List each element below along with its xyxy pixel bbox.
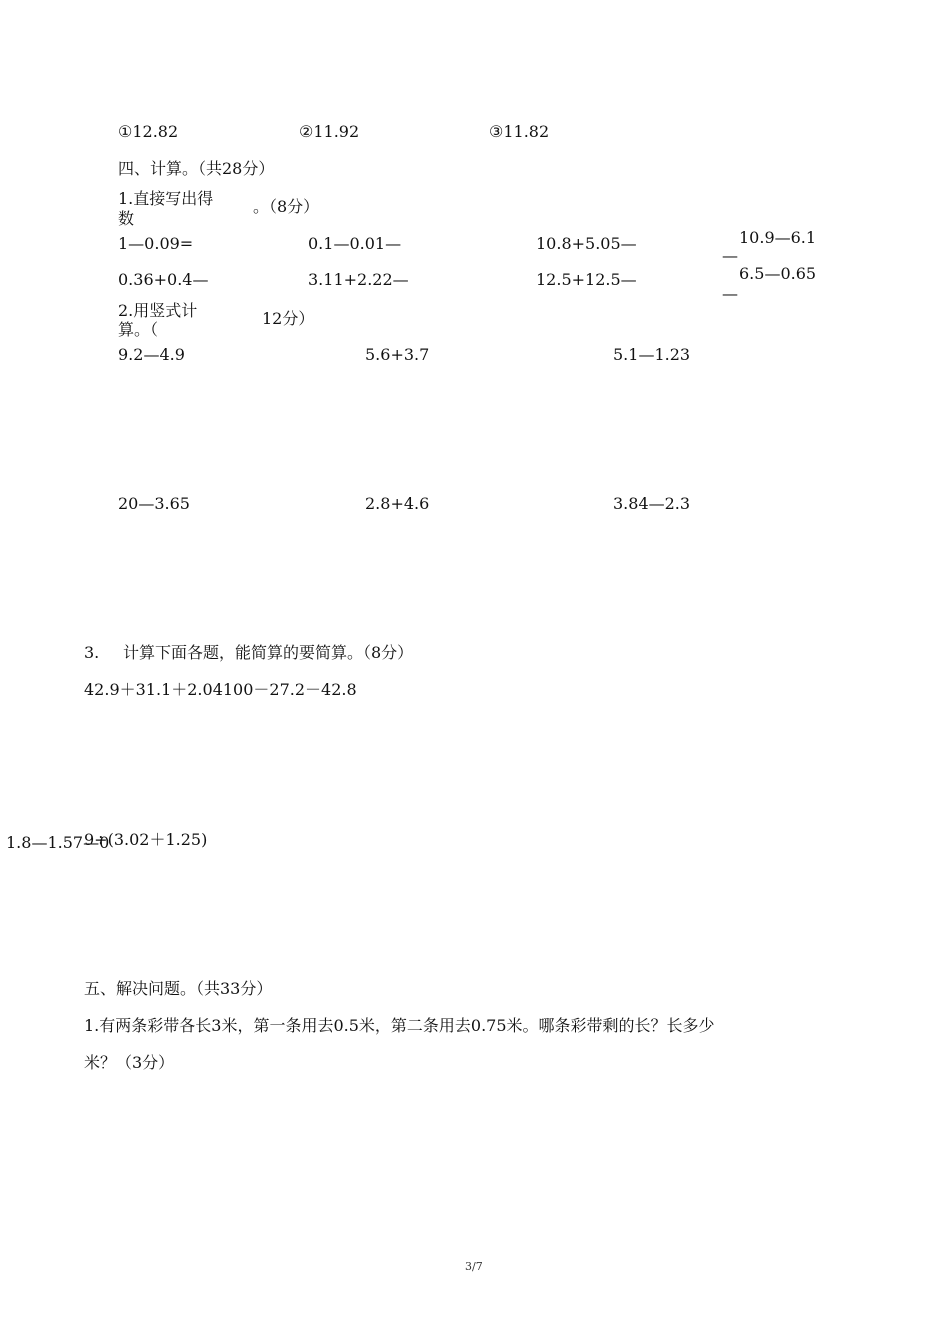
q1-expr-2: 0.1—0.01— (308, 234, 402, 253)
q2-expr-2: 5.6+3.7 (365, 345, 430, 364)
q1-expr-7: 12.5+12.5— (536, 270, 637, 289)
q2-expr-1: 9.2—4.9 (118, 345, 185, 364)
choice-3: ③11.82 (489, 122, 550, 141)
q1-expr-1: 1—0.09= (118, 234, 194, 253)
q1-title-c: 。（8分） (253, 197, 320, 216)
section4-title: 四、计算。（共28分） (118, 159, 275, 178)
q2-expr-6: 3.84—2.3 (613, 494, 691, 513)
section5-title: 五、解决问题。（共33分） (84, 979, 273, 998)
q3-expression-2a: 1.8—1.57—0 (6, 833, 110, 852)
q2-title-a: 2.用竖式计 (118, 301, 198, 320)
q1-title-a: 1.直接写出得 (118, 189, 214, 208)
q3-number: 3. (84, 643, 100, 662)
q2-title-b: 算。（ (118, 320, 159, 339)
section5-q1-line1: 1.有两条彩带各长3米，第一条用去0.5米，第二条用去0.75米。哪条彩带剩的长？长多少 (84, 1016, 715, 1035)
q1-expr-4-dash: — (722, 246, 738, 265)
q1-expr-4: 10.9—6.1 (739, 228, 817, 247)
q2-title-c: 12分） (262, 309, 315, 328)
q3-expression-2b: 9÷(3.02＋1.25) (84, 830, 208, 849)
q1-expr-3: 10.8+5.05— (536, 234, 637, 253)
q1-expr-5: 0.36+0.4— (118, 270, 209, 289)
page-number: 3/7 (465, 1260, 483, 1273)
q1-expr-8: 6.5—0.65 (739, 264, 817, 283)
q2-expr-5: 2.8+4.6 (365, 494, 430, 513)
q1-expr-8-dash: — (722, 284, 738, 303)
section5-q1-line2: 米？（3分） (84, 1053, 175, 1072)
q3-title: 计算下面各题，能简算的要简算。（8分） (123, 643, 414, 662)
q1-title-b: 数 (118, 209, 135, 228)
q2-expr-4: 20—3.65 (118, 494, 190, 513)
q3-expression-1: 42.9＋31.1＋2.04100－27.2－42.8 (84, 680, 357, 699)
choice-2: ②11.92 (299, 122, 360, 141)
q2-expr-3: 5.1—1.23 (613, 345, 691, 364)
choice-1: ①12.82 (118, 122, 179, 141)
q1-expr-6: 3.11+2.22— (308, 270, 409, 289)
